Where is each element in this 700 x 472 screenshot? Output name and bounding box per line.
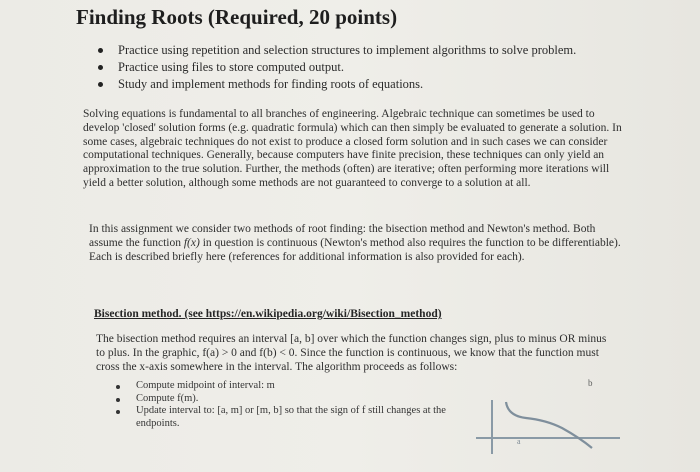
label-a: a xyxy=(517,437,521,446)
list-item: Practice using files to store computed output. xyxy=(95,59,576,76)
methods-paragraph xyxy=(89,223,629,264)
bisection-paragraph: The bisection method requires an interval [a, b] over which the function changes sign, plus to minus OR minus to plus. In the graphic, f(a) > 0 and f(b) < 0. Since the function is continuous, we know that the function must cross the x-axis somewhere in the interval. The algorithm proceeds as follows: xyxy=(96,333,607,373)
list-item: Practice using repetition and selection structures to implement algorithms to solve problem. xyxy=(95,42,576,59)
bisection-steps-list xyxy=(114,380,454,430)
list-item: Compute f(m). xyxy=(114,393,454,406)
list-item: Study and implement methods for finding roots of equations. xyxy=(95,76,576,93)
list-item: Update interval to: [a, m] or [m, b] so that the sign of f still changes at the endpoints. xyxy=(114,405,454,430)
page-title: Finding Roots (Required, 20 points) xyxy=(76,5,398,29)
bisection-graphic xyxy=(470,372,630,467)
label-b: b xyxy=(588,378,593,388)
objectives-list xyxy=(95,42,576,93)
methods-text-end: in question is continuous (Newton's method also requires the function to be differentiable). Each is described briefly here (references for additional information is also provided for each). xyxy=(89,236,621,263)
list-item: Compute midpoint of interval: m xyxy=(114,380,454,393)
function-symbol: f(x) xyxy=(183,236,200,249)
bisection-heading: Bisection method. (see https://en.wikipedia.org/wiki/Bisection_method) xyxy=(94,308,442,320)
methods-text-start: In this assignment we consider two methods of root finding: the bisection method and Newton's method. Both assume the function xyxy=(89,223,596,249)
intro-paragraph: Solving equations is fundamental to all branches of engineering. Algebraic technique can sometimes be used to develop 'closed' solution forms (e.g. quadratic formula) which can then simply be evaluated to generate a solution. In some cases, algebraic techniques do not exist to produce a closed form solution and in such cases we can consider computational techniques. Generally, because computers have finite precision, these techniques can only yield an approximation to the true solution. Further, the methods (often) are iterative; often performing more iterations will yield a better solution, although some methods are not guaranteed to converge to a solution at all. xyxy=(83,108,622,189)
